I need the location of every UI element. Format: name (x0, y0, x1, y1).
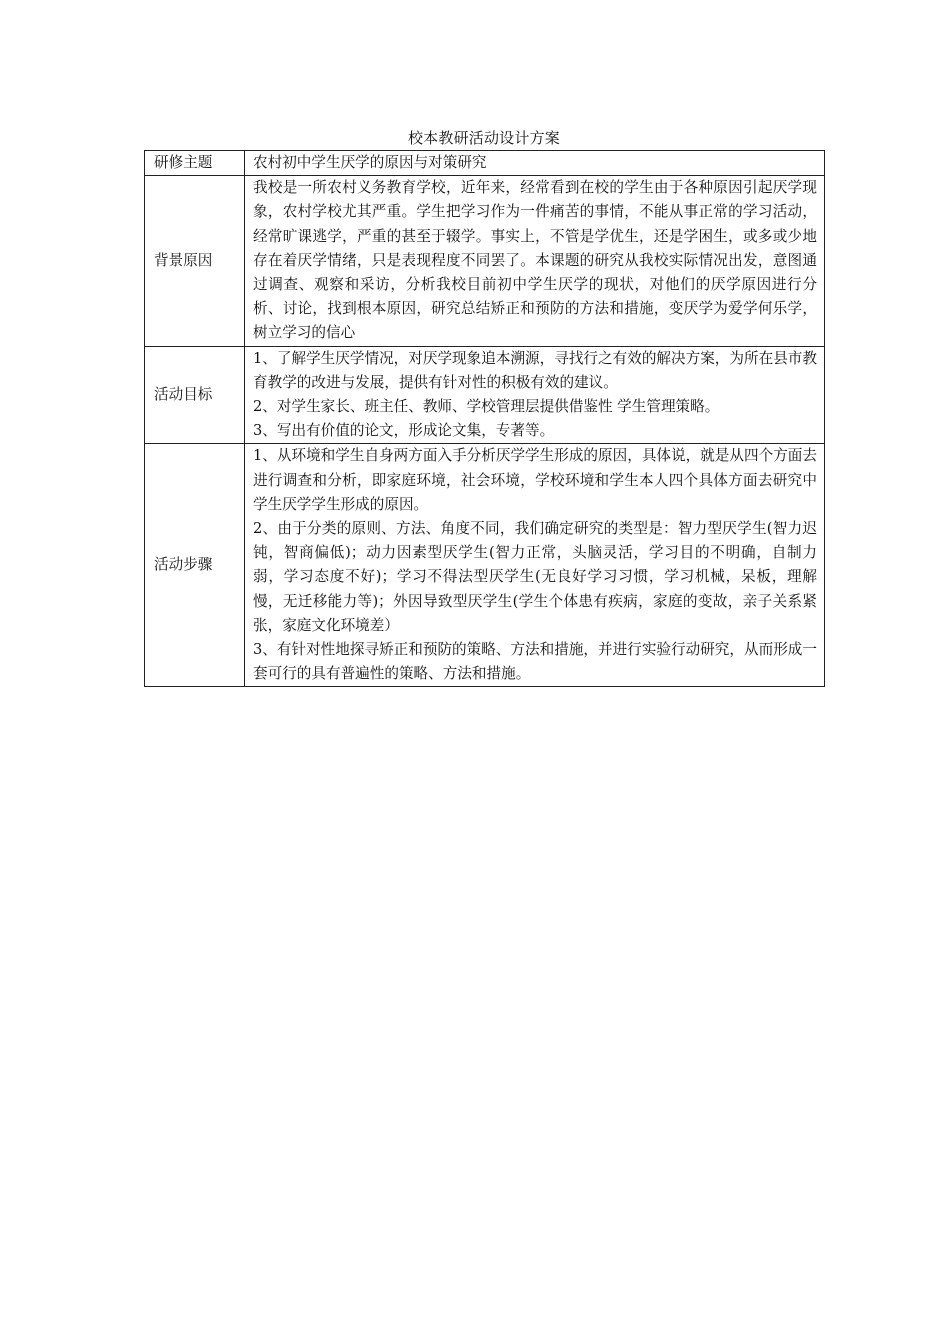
table-row-goals (145, 346, 825, 444)
topic-text: 农村初中学生厌学的原因与对策研究 (253, 154, 487, 172)
step-item-3: 3、有针对性地探寻矫正和预防的策略、方法和措施，并进行实验行动研究，从而形成一套可行的具有普遍性的策略、方法和措施。 (253, 641, 817, 683)
background-paragraph: 我校是一所农村义务教育学校，近年来，经常看到在校的学生由于各种原因引起厌学现象，农村学校尤其严重。学生把学习作为一件痛苦的事情，不能从事正常的学习活动，经常旷课逃学，严重的甚至于辍学。事实上，不管是学优生，还是学困生，或多或少地存在着厌学情绪，只是表现程度不同罢了。本课题的研究从我校实际情况出发，意图通过调查、观察和采访，分析我校目前初中学生厌学的现状，对他们的厌学原因进行分析、讨论，找到根本原因，研究总结矫正和预防的方法和措施，变厌学为爱学何乐学，树立学习的信心 (253, 179, 817, 342)
goal-item-3: 3、写出有价值的论文，形成论文集，专著等。 (253, 422, 555, 440)
row-content-background (245, 176, 825, 346)
step-item-1: 1、从环境和学生自身两方面入手分析厌学学生形成的原因，具体说，就是从四个方面去进行调查和分析，即家庭环境，社会环境，学校环境和学生本人四个具体方面去研究中学生厌学学生形成的原因。 (253, 447, 817, 513)
row-content-topic (245, 151, 825, 176)
row-label-background: 背景原因 (145, 176, 245, 346)
goal-item-1: 1、了解学生厌学情况，对厌学现象追本溯源，寻找行之有效的解决方案，为所在县市教育教学的改进与发展，提供有针对性的积极有效的建议。 (253, 349, 817, 391)
row-label-topic: 研修主题 (145, 151, 245, 176)
step-item-2: 2、由于分类的原则、方法、角度不同，我们确定研究的类型是：智力型厌学生(智力迟钝，智商偏低)；动力因素型厌学生(智力正常，头脑灵活，学习目的不明确，自制力弱，学习态度不好)；学习不得法型厌学生(无良好学习习惯，学习机械，呆板，理解慢，无迁移能力等)；外因导致型厌学生(学生个体患有疾病，家庭的变故，亲子关系紧张，家庭文化环境差） (253, 520, 817, 634)
plan-table (144, 150, 825, 687)
table-row-topic (145, 151, 825, 176)
row-label-goals: 活动目标 (145, 346, 245, 444)
table-row-steps (145, 444, 825, 687)
row-content-steps (245, 444, 825, 687)
goal-item-2: 2、对学生家长、班主任、教师、学校管理层提供借鉴性 学生管理策略。 (253, 398, 720, 416)
row-content-goals (245, 346, 825, 444)
document-title: 校本教研活动设计方案 (407, 129, 560, 147)
table-row-background (145, 176, 825, 346)
row-label-steps: 活动步骤 (145, 444, 245, 687)
